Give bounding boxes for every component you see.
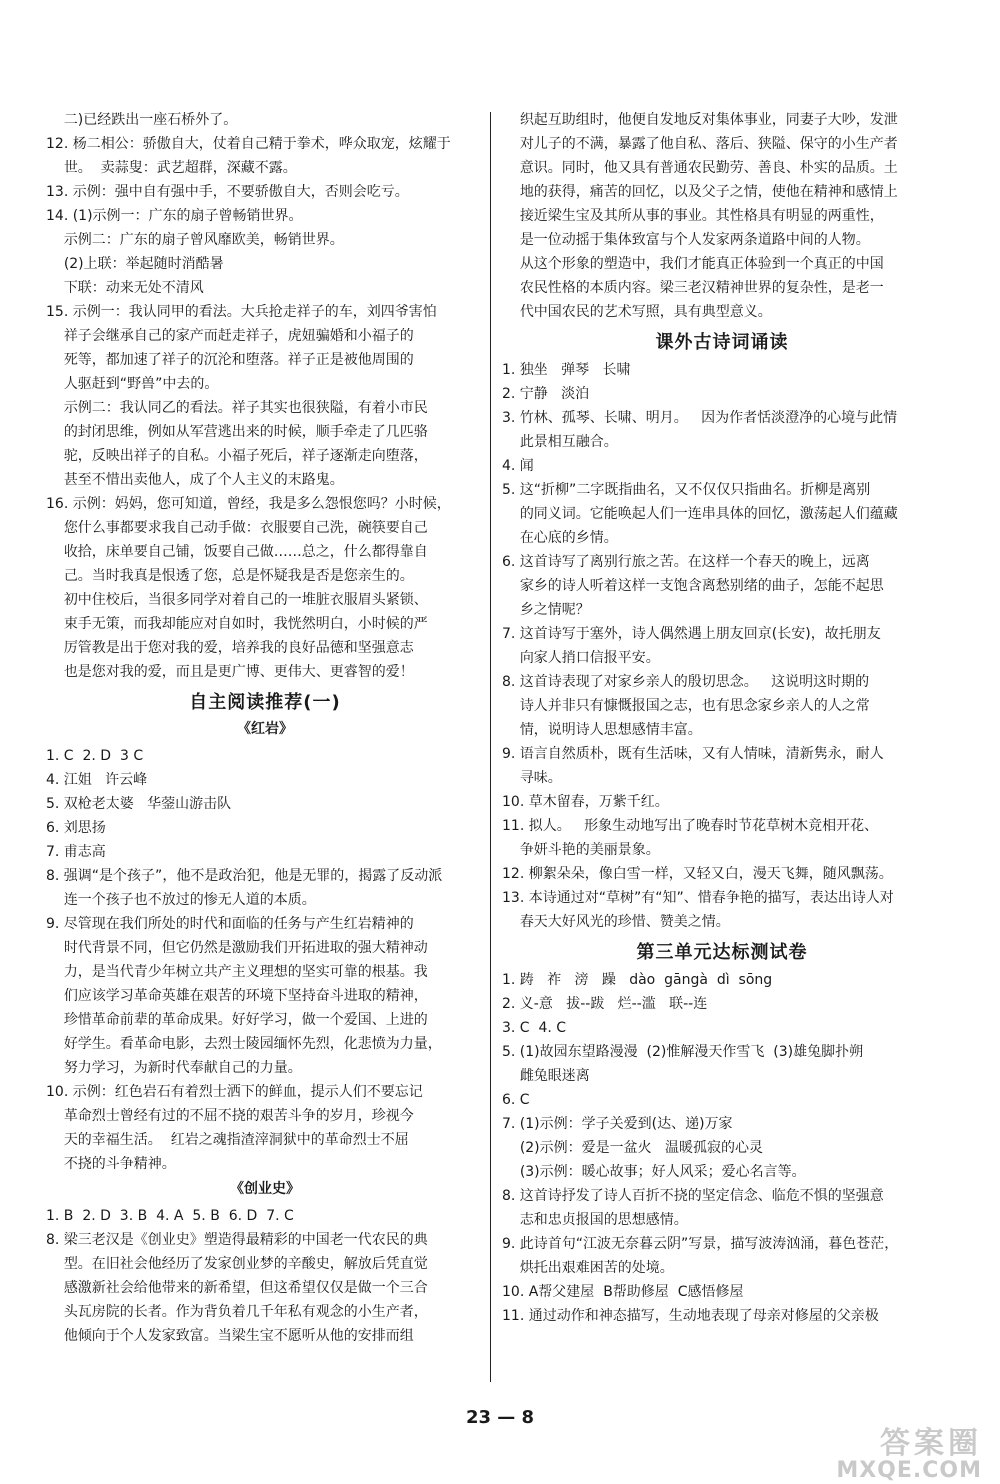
answer-item: 11. 拟人。 形象生动地写出了晚春时节花草树木竞相开花、 争妍斗艳的美丽景象。 (502, 818, 879, 858)
answer-item: 14. (1)示例一：广东的扇子曾畅销世界。 (46, 208, 303, 224)
answer-item: 1. 踌 祚 滂 躁 dào gāngà dì sōng (502, 972, 773, 988)
book-title: 《创业史》 (230, 1181, 300, 1197)
answer-item: 13. 本诗通过对“草树”有“知”、惜春争艳的描写，表达出诗人对 春天大好风光的珍惜、赞美之情。 (502, 890, 894, 930)
answer-item: 示例二：我认同乙的看法。祥子其实也很狭隘，有着小市民 的封闭思维，例如从军营逃出来的时候，顺手牵走了几匹骆 驼，反映出祥子的自私。小福子死后，祥子逐渐走向堕落， 甚至不惜出卖他人，成了个人主义的末路鬼。 (63, 400, 428, 488)
section-heading: 第三单元达标测试卷 (636, 942, 808, 963)
answer-item: 1. B 2. D 3. B 4. A 5. B 6. D 7. C (46, 1208, 294, 1224)
answer-item: 5. (1)故园东望路漫漫 (2)惟解漫天作雪飞 (3)雄兔脚扑朔 雌兔眼迷离 (502, 1044, 864, 1084)
answer-item: 8. 梁三老汉是《创业史》塑造得最精彩的中国老一代农民的典 型。在旧社会他经历了发家创业梦的辛酸史，解放后凭直觉 感激新社会给他带来的新希望，但这希望仅仅是做一个三合 头瓦房院的长者。作为背负着几千年私有观念的小生产者， 他倾向于个人发家致富。当梁生宝不愿听从他的安排而组 (46, 1232, 428, 1344)
section-heading: 课外古诗词诵读 (655, 332, 789, 353)
answer-item: (3)示例：暖心故事；好人风采；爱心名言等。 (502, 1164, 806, 1180)
answer-item: 15. 示例一：我认同甲的看法。大兵抢走祥子的车，刘四爷害怕 祥子会继承自己的家产而赶走祥子，虎妞骗婚和小福子的 死等，都加速了祥子的沉沦和堕落。祥子正是被他周围的 人驱赶到“野兽”中去的。 (46, 304, 437, 392)
right-column (502, 108, 942, 1328)
answer-item: 8. 这首诗表现了对家乡亲人的殷切思念。 这说明这时期的 诗人并非只有慷慨报国之志，也有思念家乡亲人的人之常 情，说明诗人思想感情丰富。 (502, 674, 870, 738)
answer-item: 10. A帮父建屋 B帮助修屋 C感悟修屋 (502, 1284, 744, 1300)
answer-item: 2. 宁静 淡泊 (502, 386, 590, 402)
answer-item: 示例二：广东的扇子曾风靡欧美，畅销世界。 (46, 232, 344, 248)
answer-item: 8. 强调“是个孩子”，他不是政治犯，他是无罪的，揭露了反动派 连一个孩子也不放过的惨无人道的本质。 (46, 868, 443, 908)
answer-item: 7. 甫志高 (46, 844, 106, 860)
answer-item: 7. (1)示例：学子关爱到(达、递)万家 (502, 1116, 733, 1132)
answer-item: 3. 竹林、孤琴、长啸、明月。 因为作者恬淡澄净的心境与此情 此景相互融合。 (502, 410, 898, 450)
answer-item: (2)示例：爱是一盆火 温暖孤寂的心灵 (502, 1140, 763, 1156)
answer-item: 5. 双枪老太婆 华蓥山游击队 (46, 796, 232, 812)
answer-item: 10. 草木留春，万紫千红。 (502, 794, 669, 810)
answer-item: 12. 柳絮朵朵，像白雪一样，又轻又白，漫天飞舞，随风飘荡。 (502, 866, 893, 882)
section-heading: 自主阅读推荐(一) (189, 692, 341, 713)
answer-item: 7. 这首诗写于塞外，诗人偶然遇上朋友回京(长安)，故托朋友 向家人捎口信报平安。 (502, 626, 881, 666)
watermark-logo (836, 1418, 982, 1483)
answer-item: 13. 示例：强中自有强中手，不要骄傲自大，否则会吃亏。 (46, 184, 409, 200)
book-title: 《红岩》 (237, 721, 293, 737)
answer-item: 6. 刘思扬 (46, 820, 106, 836)
watermark-title: 答案圈 (880, 1426, 982, 1461)
answer-item: 9. 此诗首句“江波无奈暮云阴”写景，描写波涛汹涌，暮色苍茫， 烘托出艰难困苦的处境。 (502, 1236, 899, 1276)
answer-item: 1. 独坐 弹琴 长啸 (502, 362, 631, 378)
left-column (46, 108, 484, 1348)
answer-item: 9. 语言自然质朴，既有生活味，又有人情味，清新隽永，耐人 寻味。 (502, 746, 884, 786)
answer-item: 4. 闻 (502, 458, 534, 474)
answer-item: 6. C (502, 1092, 530, 1108)
answer-item: 10. 示例：红色岩石有着烈士洒下的鲜血，提示人们不要忘记 革命烈士曾经有过的不屈不挠的艰苦斗争的岁月，珍视今 天的幸福生活。 红岩之魂指渣滓洞狱中的革命烈士不屈 不挠的斗争精神。 (46, 1084, 423, 1172)
answer-item: 4. 江姐 许云峰 (46, 772, 148, 788)
answer-item: 12. 杨二相公：骄傲自大，仗着自己精于拳术，哗众取宠，炫耀于 世。 卖蒜叟：武艺超群，深藏不露。 (46, 136, 451, 176)
answer-item: 2. 义-意 拔--跋 烂--滥 联--连 (502, 996, 708, 1012)
answer-item: (2)上联：举起随时消酷暑 (46, 256, 224, 272)
answer-item: 3. C 4. C (502, 1020, 567, 1036)
answer-item: 6. 这首诗写了离别行旅之苦。在这样一个春天的晚上，远离 家乡的诗人听着这样一支饱含离愁别绪的曲子，怎能不起思 乡之情呢？ (502, 554, 884, 618)
page-number: 23 — 8 (465, 1407, 535, 1428)
column-divider (490, 112, 491, 1382)
answer-item: 16. 示例：妈妈，您可知道，曾经，我是多么怨恨您吗？小时候， 您什么事都要求我自己动手做：衣服要自己洗，碗筷要自己 收拾，床单要自己铺，饭要自己做……总之，什么都得靠自 己。当时我真是恨透了您，总是怀疑我是否是您亲生的。 初中住校后，当很多同学对着自己的一堆脏衣服眉头紧锁、 束手无策，而我却能应对自如时，我恍然明白，小时候的严 厉管教是出于您对我的爱，培养我的良好品德和坚强意志 也是您对我的爱，而且是更广博、更伟大、更睿智的爱！ (46, 496, 451, 680)
answer-item: 1. C 2. D 3 C (46, 748, 144, 764)
answer-item: 8. 这首诗抒发了诗人百折不挠的坚定信念、临危不惧的坚强意 志和忠贞报国的思想感情。 (502, 1188, 884, 1228)
answer-item: 9. 尽管现在我们所处的时代和面临的任务与产生红岩精神的 时代背景不同，但它仍然是激励我们开拓进取的强大精神动 力，是当代青少年树立共产主义理想的坚实可靠的根基。我 们应该学习革命英雄在艰苦的环境下坚持奋斗进取的精神， 珍惜革命前辈的革命成果。好好学习，做一个爱国、上进的 好学生。看革命电影，去烈士陵园缅怀先烈，化悲愤为力量， 努力学习，为新时代奉献自己的力量。 (46, 916, 442, 1076)
answer-item: 二)已经跌出一座石桥外了。 (46, 112, 238, 128)
answer-item: 11. 通过动作和神态描写，生动地表现了母亲对修屋的父亲极 (502, 1308, 879, 1324)
answer-item: 织起互助组时，他便自发地反对集体事业，同妻子大吵，发泄 对儿子的不满，暴露了他自私、落后、狭隘、保守的小生产者 意识。同时，他又具有普通农民勤劳、善良、朴实的品质。土 地的获得，痛苦的回忆，以及父子之情，使他在精神和感情上 接近梁生宝及其所从事的事业。其性格具有明显的两重性， 是一位动摇于集体致富与个人发家两条道路中间的人物。 从这个形象的塑造中，我们才能真正体验到一个真正的中国 农民性格的本质内容。梁三老汉精神世界的复杂性，是老一 代中国农民的艺术写照，具有典型意义。 (519, 112, 898, 320)
answer-item: 下联：动来无处不清风 (46, 280, 204, 296)
watermark-url: MXQE.COM (836, 1458, 982, 1483)
answer-item: 5. 这“折柳”二字既指曲名，又不仅仅只指曲名。折柳是离别 的同义词。它能唤起人们一连串具体的回忆，激荡起人们蕴藏 在心底的乡情。 (502, 482, 898, 546)
